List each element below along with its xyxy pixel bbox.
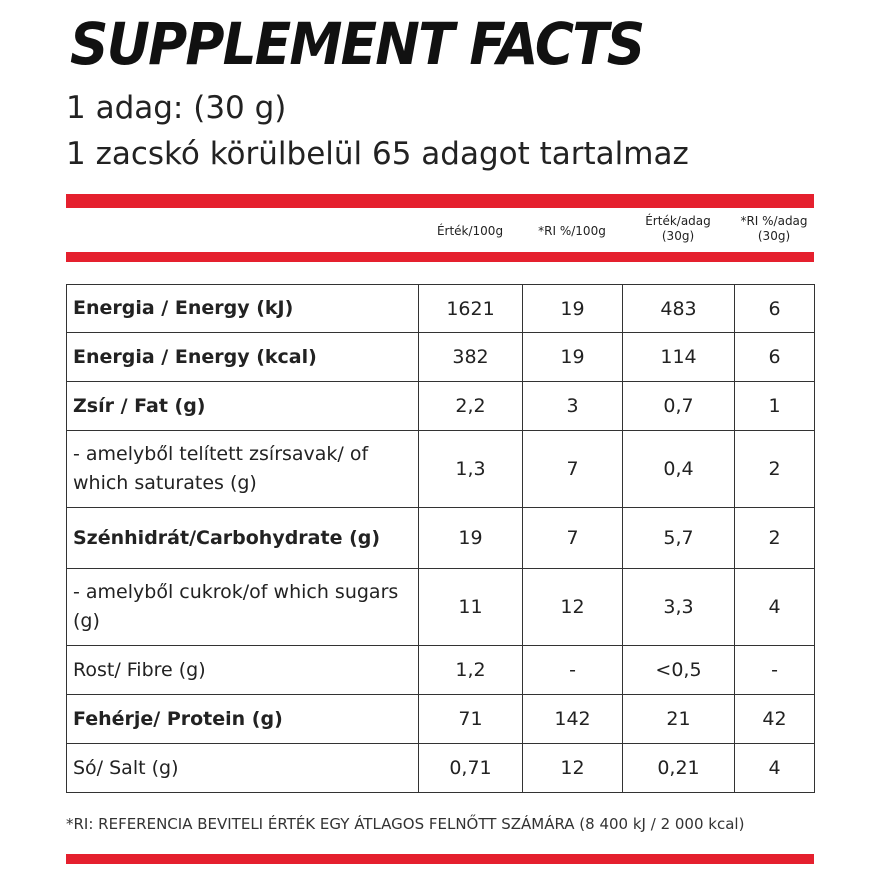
- nutrient-label: Só/ Salt (g): [67, 744, 419, 793]
- value-per100g: 1,3: [419, 431, 523, 508]
- value-per100g: 11: [419, 569, 523, 646]
- ri-per100g: 19: [523, 333, 623, 382]
- nutrient-label: - amelyből cukrok/of which sugars (g): [67, 569, 419, 646]
- ri-per100g: 19: [523, 285, 623, 333]
- column-header-per-serving: [622, 214, 734, 244]
- bottom-red-divider: [66, 854, 814, 864]
- table-row: [67, 382, 815, 431]
- table-row: [67, 508, 815, 569]
- nutrient-label: Energia / Energy (kcal): [67, 333, 419, 382]
- value-per-serving: 21: [623, 695, 735, 744]
- page-title: SUPPLEMENT FACTS: [70, 10, 644, 78]
- value-per-serving: <0,5: [623, 646, 735, 695]
- ri-per-serving: 4: [735, 569, 815, 646]
- top-red-divider: [66, 194, 814, 208]
- ri-per100g: 7: [523, 508, 623, 569]
- ri-per-serving: -: [735, 646, 815, 695]
- nutrient-label: Rost/ Fibre (g): [67, 646, 419, 695]
- column-header-per-serving-line1: Érték/adag: [645, 214, 711, 228]
- ri-per-serving: 2: [735, 431, 815, 508]
- table-row: [67, 569, 815, 646]
- ri-per100g: 12: [523, 569, 623, 646]
- ri-per100g: -: [523, 646, 623, 695]
- value-per-serving: 483: [623, 285, 735, 333]
- value-per100g: 71: [419, 695, 523, 744]
- servings-per-container: 1 zacskó körülbelül 65 adagot tartalmaz: [66, 136, 689, 172]
- nutrient-label: Szénhidrát/Carbohydrate (g): [67, 508, 419, 569]
- value-per100g: 0,71: [419, 744, 523, 793]
- table-row: [67, 646, 815, 695]
- ri-per100g: 142: [523, 695, 623, 744]
- value-per100g: 382: [419, 333, 523, 382]
- nutrition-table: [66, 284, 815, 793]
- nutrient-label: - amelyből telített zsírsavak/ of which saturates (g): [67, 431, 419, 508]
- value-per100g: 1,2: [419, 646, 523, 695]
- nutrient-label: Energia / Energy (kJ): [67, 285, 419, 333]
- ri-per-serving: 42: [735, 695, 815, 744]
- header-red-divider: [66, 252, 814, 262]
- table-row: [67, 333, 815, 382]
- column-header-ri-per100g-label: *RI %/100g: [538, 224, 606, 238]
- ri-per-serving: 6: [735, 333, 815, 382]
- ri-per-serving: 6: [735, 285, 815, 333]
- table-row: [67, 431, 815, 508]
- column-header-ri-per100g: [522, 224, 622, 239]
- ri-per-serving: 1: [735, 382, 815, 431]
- value-per100g: 19: [419, 508, 523, 569]
- column-header-ri-per-serving: [734, 214, 814, 244]
- ri-per100g: 7: [523, 431, 623, 508]
- column-header-ri-per-serving-line2: (30g): [757, 229, 791, 243]
- footnote: *RI: REFERENCIA BEVITELI ÉRTÉK EGY ÁTLAGOS FELNŐTT SZÁMÁRA (8 400 kJ / 2 000 kcal): [66, 815, 745, 833]
- value-per-serving: 0,21: [623, 744, 735, 793]
- ri-per100g: 12: [523, 744, 623, 793]
- value-per-serving: 0,7: [623, 382, 735, 431]
- column-header-per100g: [418, 224, 522, 239]
- value-per-serving: 114: [623, 333, 735, 382]
- value-per-serving: 5,7: [623, 508, 735, 569]
- table-row: [67, 695, 815, 744]
- ri-per-serving: 2: [735, 508, 815, 569]
- value-per100g: 2,2: [419, 382, 523, 431]
- ri-per-serving: 4: [735, 744, 815, 793]
- column-header-ri-per-serving-line1: *RI %/adag: [740, 214, 808, 228]
- value-per100g: 1621: [419, 285, 523, 333]
- ri-per100g: 3: [523, 382, 623, 431]
- value-per-serving: 3,3: [623, 569, 735, 646]
- table-row: [67, 285, 815, 333]
- nutrient-label: Zsír / Fat (g): [67, 382, 419, 431]
- column-header-per-serving-line2: (30g): [661, 229, 695, 243]
- value-per-serving: 0,4: [623, 431, 735, 508]
- column-header-per100g-label: Érték/100g: [436, 224, 504, 238]
- table-row: [67, 744, 815, 793]
- serving-size: 1 adag: (30 g): [66, 90, 287, 126]
- nutrient-label: Fehérje/ Protein (g): [67, 695, 419, 744]
